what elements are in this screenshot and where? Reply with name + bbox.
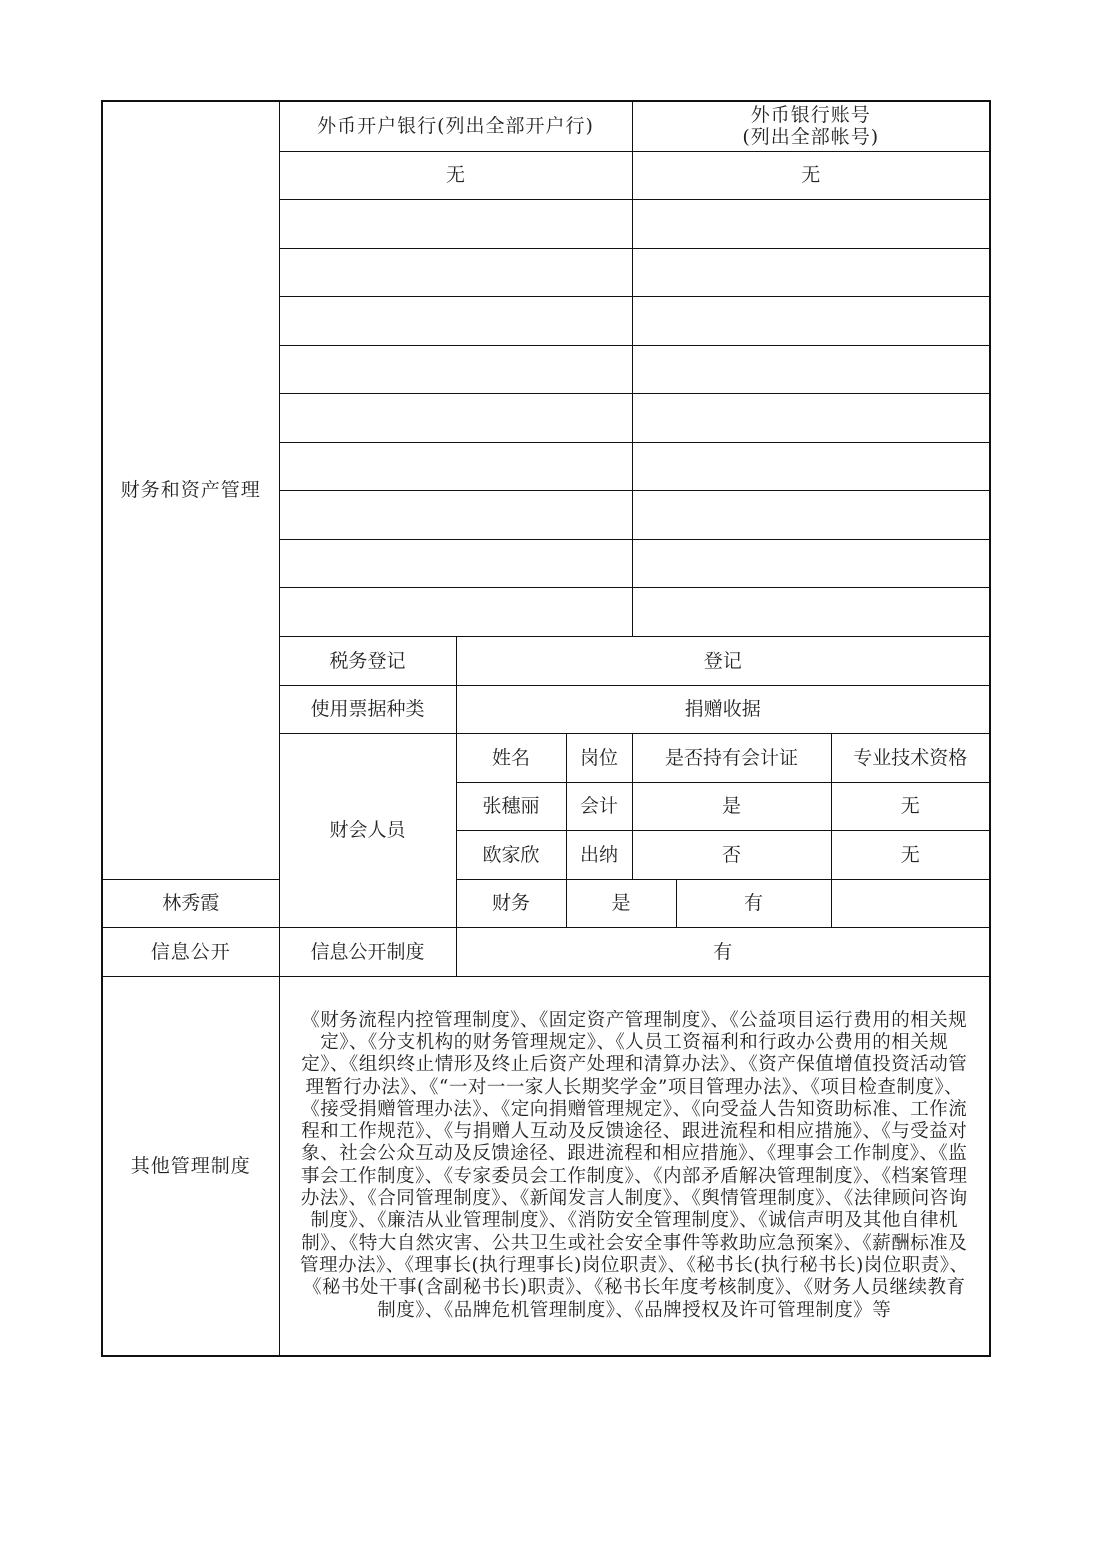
staff-header-certificate: 是否持有会计证 — [632, 733, 831, 782]
foreign-account-cell — [632, 199, 990, 248]
staff-header-qualification: 专业技术资格 — [831, 733, 990, 782]
info-disclosure-value: 有 — [456, 927, 990, 976]
foreign-bank-cell — [279, 393, 632, 442]
foreign-bank-cell — [279, 296, 632, 345]
section-info-label: 信息公开 — [102, 927, 279, 976]
staff-qualification: 无 — [831, 782, 990, 830]
foreign-bank-cell — [279, 199, 632, 248]
staff-name: 林秀霞 — [102, 879, 279, 927]
foreign-bank-cell — [279, 248, 632, 296]
foreign-account-cell — [632, 393, 990, 442]
foreign-account-cell — [632, 296, 990, 345]
staff-certificate: 是 — [566, 879, 676, 927]
staff-post: 财务 — [456, 879, 566, 927]
finance-staff-label: 财会人员 — [279, 733, 456, 927]
foreign-account-cell — [632, 442, 990, 490]
invoice-type-label: 使用票据种类 — [279, 685, 456, 733]
other-rules-text: 《财务流程内控管理制度》、《固定资产管理制度》、《公益项目运行费用的相关规定》、《分支机构的财务管理规定》、《人员工资福利和行政办公费用的相关规定》、《组织终止情形及终止后资产处理和清算办法》、《资产保值增值投资活动管理暂行办法》、《“一对一一家人长期奖学金”项目管理办法》、《项目检查制度》、《接受捐赠管理办法》、《定向捐赠管理规定》、《向受益人告知资助标准、工作流程和工作规范》、《与捐赠人互动及反馈途径、跟进流程和相应措施》、《与受益对象、社会公众互动及反馈途径、跟进流程和相应措施》、《理事会工作制度》、《监事会工作制度》、《专家委员会工作制度》、《内部矛盾解决管理制度》、《档案管理办法》、《合同管理制度》、《新闻发言人制度》、《舆情管理制度》、《法律顾问咨询制度》、《廉洁从业管理制度》、《消防安全管理制度》、《诚信声明及其他自律机制》、《特大自然灾害、公共卫生或社会安全事件等救助应急预案》、《薪酬标准及管理办法》、《理事长(执行理事长)岗位职责》、《秘书长(执行秘书长)岗位职责》、《秘书处干事(含副秘书长)职责》、《秘书长年度考核制度》、《财务人员继续教育制度》、《品牌危机管理制度》、《品牌授权及许可管理制度》等 — [279, 976, 990, 1356]
staff-post: 出纳 — [566, 830, 632, 879]
foreign-bank-cell — [279, 539, 632, 587]
staff-post: 会计 — [566, 782, 632, 830]
foreign-account-cell — [632, 248, 990, 296]
staff-name: 欧家欣 — [456, 830, 566, 879]
foreign-account-cell: 无 — [632, 151, 990, 199]
form-frame — [101, 100, 989, 1358]
foreign-account-cell — [632, 539, 990, 587]
staff-certificate: 是 — [632, 782, 831, 830]
foreign-account-header-line2: (列出全部帐号) — [742, 126, 880, 149]
tax-registration-label: 税务登记 — [279, 636, 456, 685]
foreign-bank-cell — [279, 442, 632, 490]
info-disclosure-label: 信息公开制度 — [279, 927, 456, 976]
foreign-account-header-line1: 外币银行账号 — [750, 104, 871, 127]
foreign-account-cell — [632, 587, 990, 636]
staff-header-post: 岗位 — [566, 733, 632, 782]
section-other-label: 其他管理制度 — [102, 976, 279, 1356]
finance-form-table — [101, 100, 991, 1357]
staff-header-name: 姓名 — [456, 733, 566, 782]
staff-qualification: 有 — [676, 879, 831, 927]
foreign-bank-header: 外币开户银行(列出全部开户行) — [279, 101, 632, 151]
section-finance-label: 财务和资产管理 — [102, 101, 279, 879]
foreign-bank-cell — [279, 490, 632, 539]
foreign-account-cell — [632, 490, 990, 539]
invoice-type-value: 捐赠收据 — [456, 685, 990, 733]
staff-qualification: 无 — [831, 830, 990, 879]
staff-name: 张穗丽 — [456, 782, 566, 830]
foreign-bank-cell: 无 — [279, 151, 632, 199]
foreign-bank-cell — [279, 587, 632, 636]
foreign-account-cell — [632, 345, 990, 393]
staff-certificate: 否 — [632, 830, 831, 879]
foreign-account-header — [632, 101, 990, 151]
tax-registration-value: 登记 — [456, 636, 990, 685]
foreign-bank-cell — [279, 345, 632, 393]
